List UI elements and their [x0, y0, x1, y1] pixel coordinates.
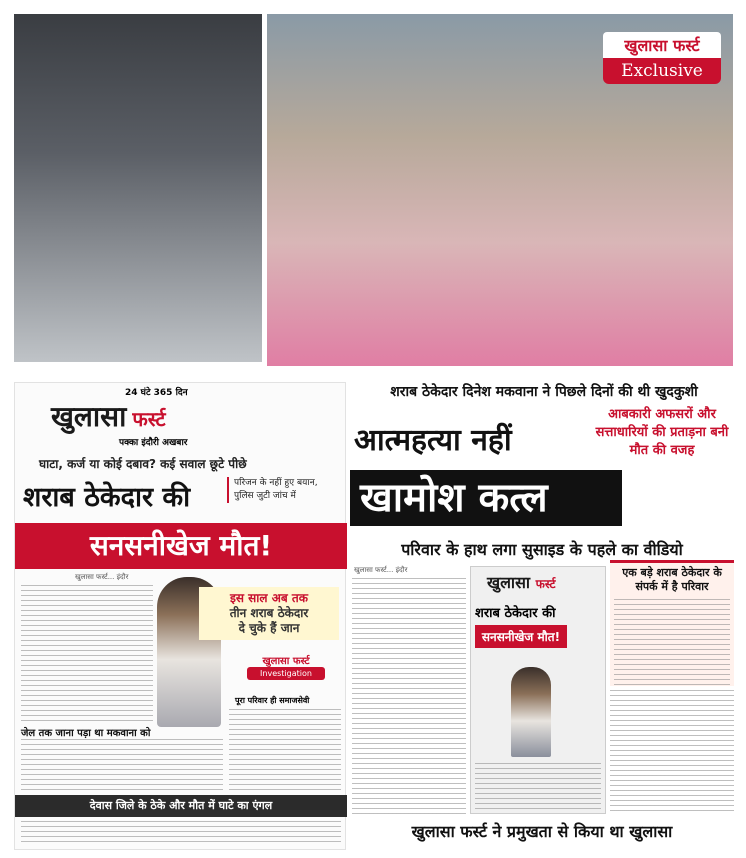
thumb-masthead — [487, 571, 556, 593]
bottom-band: देवास जिले के ठेके और मौत में घाटे का एंगल — [15, 795, 347, 817]
masthead — [51, 397, 166, 435]
thumb-headline2: सनसनीखेज मौत! — [475, 625, 567, 648]
body-text-column — [21, 585, 153, 723]
subhead-jail: जेल तक जाना पड़ा था मकवाना को — [21, 728, 151, 739]
thumb-masthead-suffix: फर्स्ट — [535, 577, 556, 591]
info-box-body — [614, 599, 730, 685]
body-text-column — [229, 709, 341, 791]
exclusive-label: Exclusive — [603, 58, 721, 84]
masthead-main: खुलासा — [51, 400, 127, 433]
headline-line2: सनसनीखेज मौत! — [15, 523, 347, 569]
info-box-head: एक बड़े शराब ठेकेदार के संपर्क में है परिवार — [622, 566, 722, 593]
side-note: परिजन के नहीं हुए बयान, पुलिस जुटी जांच में — [227, 477, 337, 503]
thumb-masthead-main: खुलासा — [487, 573, 531, 592]
kicker: घाटा, कर्ज या कोई दबाव? कई सवाल छूटे पीछे — [39, 457, 247, 471]
masthead-suffix: फर्स्ट — [132, 407, 166, 431]
masthead-subtitle: पक्का इंदौरी अखबार — [119, 438, 188, 448]
dek-top: शराब ठेकेदार दिनेश मकवाना ने पिछले दिनों की थी खुदकुशी — [390, 384, 698, 400]
investigation-tag: Investigation — [247, 667, 325, 680]
info-box — [610, 560, 734, 686]
thumb-portrait — [511, 667, 551, 757]
feature-article — [348, 382, 736, 850]
exclusive-badge — [603, 32, 721, 84]
pull-quote-line2: तीन शराब ठेकेदार — [229, 606, 309, 620]
body-text-column — [21, 821, 341, 845]
investigation-masthead: खुलासा फर्स्ट — [262, 656, 310, 667]
thumb-body-text — [475, 763, 601, 809]
newspaper-clipping — [14, 382, 346, 850]
byline: खुलासा फर्स्ट... इंदौर — [354, 566, 408, 574]
byline: खुलासा फर्स्ट... इंदौर — [75, 573, 129, 581]
thumb-headline1: शराब ठेकेदार की — [475, 606, 556, 621]
investigation-badge — [247, 653, 325, 680]
masthead-tagline: 24 घंटे 365 दिन — [125, 388, 188, 398]
headline-line2: खामोश कत्ल — [350, 470, 622, 526]
woman-video-still — [267, 14, 733, 366]
headline-line1: आत्महत्या नहीं — [354, 423, 512, 458]
family-headline: परिवार के हाथ लगा सुसाइड के पहले का वीडियो — [401, 540, 683, 559]
pull-quote — [199, 587, 339, 640]
body-text-column — [21, 739, 223, 791]
pull-quote-line1: इस साल अब तक — [230, 591, 308, 605]
side-red-deck: आबकारी अफसरों और सत्ताधारियों की प्रताड़ना बनी मौत की वजह — [595, 407, 729, 458]
body-text-column — [352, 578, 466, 814]
exclusive-masthead: खुलासा फर्स्ट — [603, 32, 721, 58]
subhead-family: पूरा परिवार ही समाजसेवी — [235, 696, 310, 705]
pull-quote-line3: दे चुके हैं जान — [238, 621, 300, 635]
body-text-column — [610, 690, 734, 814]
headline-line1: शराब ठेकेदार की — [23, 482, 191, 513]
front-page-thumbnail — [470, 566, 606, 814]
man-video-still — [14, 14, 262, 362]
footer-line: खुलासा फर्स्ट ने प्रमुखता से किया था खुलासा — [411, 822, 673, 841]
